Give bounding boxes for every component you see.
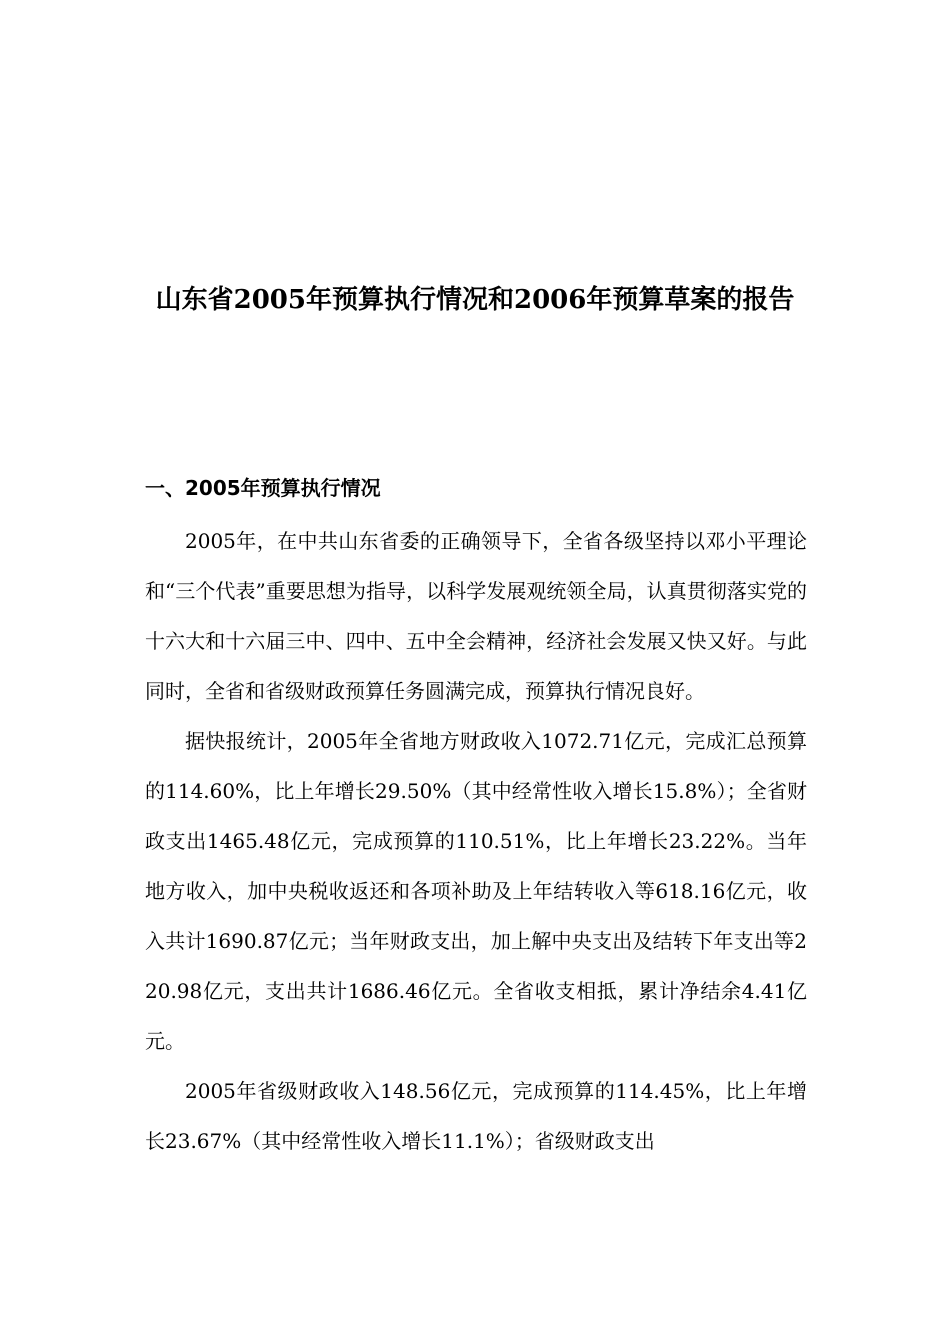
section-heading: 一、2005年预算执行情况 xyxy=(145,476,381,500)
section-body xyxy=(145,516,807,1166)
paragraph: 据快报统计，2005年全省地方财政收入1072.71亿元，完成汇总预算的114.60%，比上年增长29.50%（其中经常性收入增长15.8%）；全省财政支出1465.48亿元，完成预算的110.51%，比上年增长23.22%。当年地方收入，加中央税收返还和各项补助及上年结转收入等618.16亿元，收入共计1690.87亿元；当年财政支出，加上解中央支出及结转下年支出等220.98亿元，支出共计1686.46亿元。全省收支相抵，累计净结余4.41亿元。 xyxy=(145,729,807,1053)
paragraph: 2005年，在中共山东省委的正确领导下，全省各级坚持以邓小平理论和“三个代表”重要思想为指导，以科学发展观统领全局，认真贯彻落实党的十六大和十六届三中、四中、五中全会精神，经济社会发展又快又好。与此同时，全省和省级财政预算任务圆满完成，预算执行情况良好。 xyxy=(145,529,807,703)
paragraph: 2005年省级财政收入148.56亿元，完成预算的114.45%，比上年增长23.67%（其中经常性收入增长11.1%）；省级财政支出 xyxy=(145,1079,807,1153)
document-title: 山东省2005年预算执行情况和2006年预算草案的报告 xyxy=(155,285,795,315)
